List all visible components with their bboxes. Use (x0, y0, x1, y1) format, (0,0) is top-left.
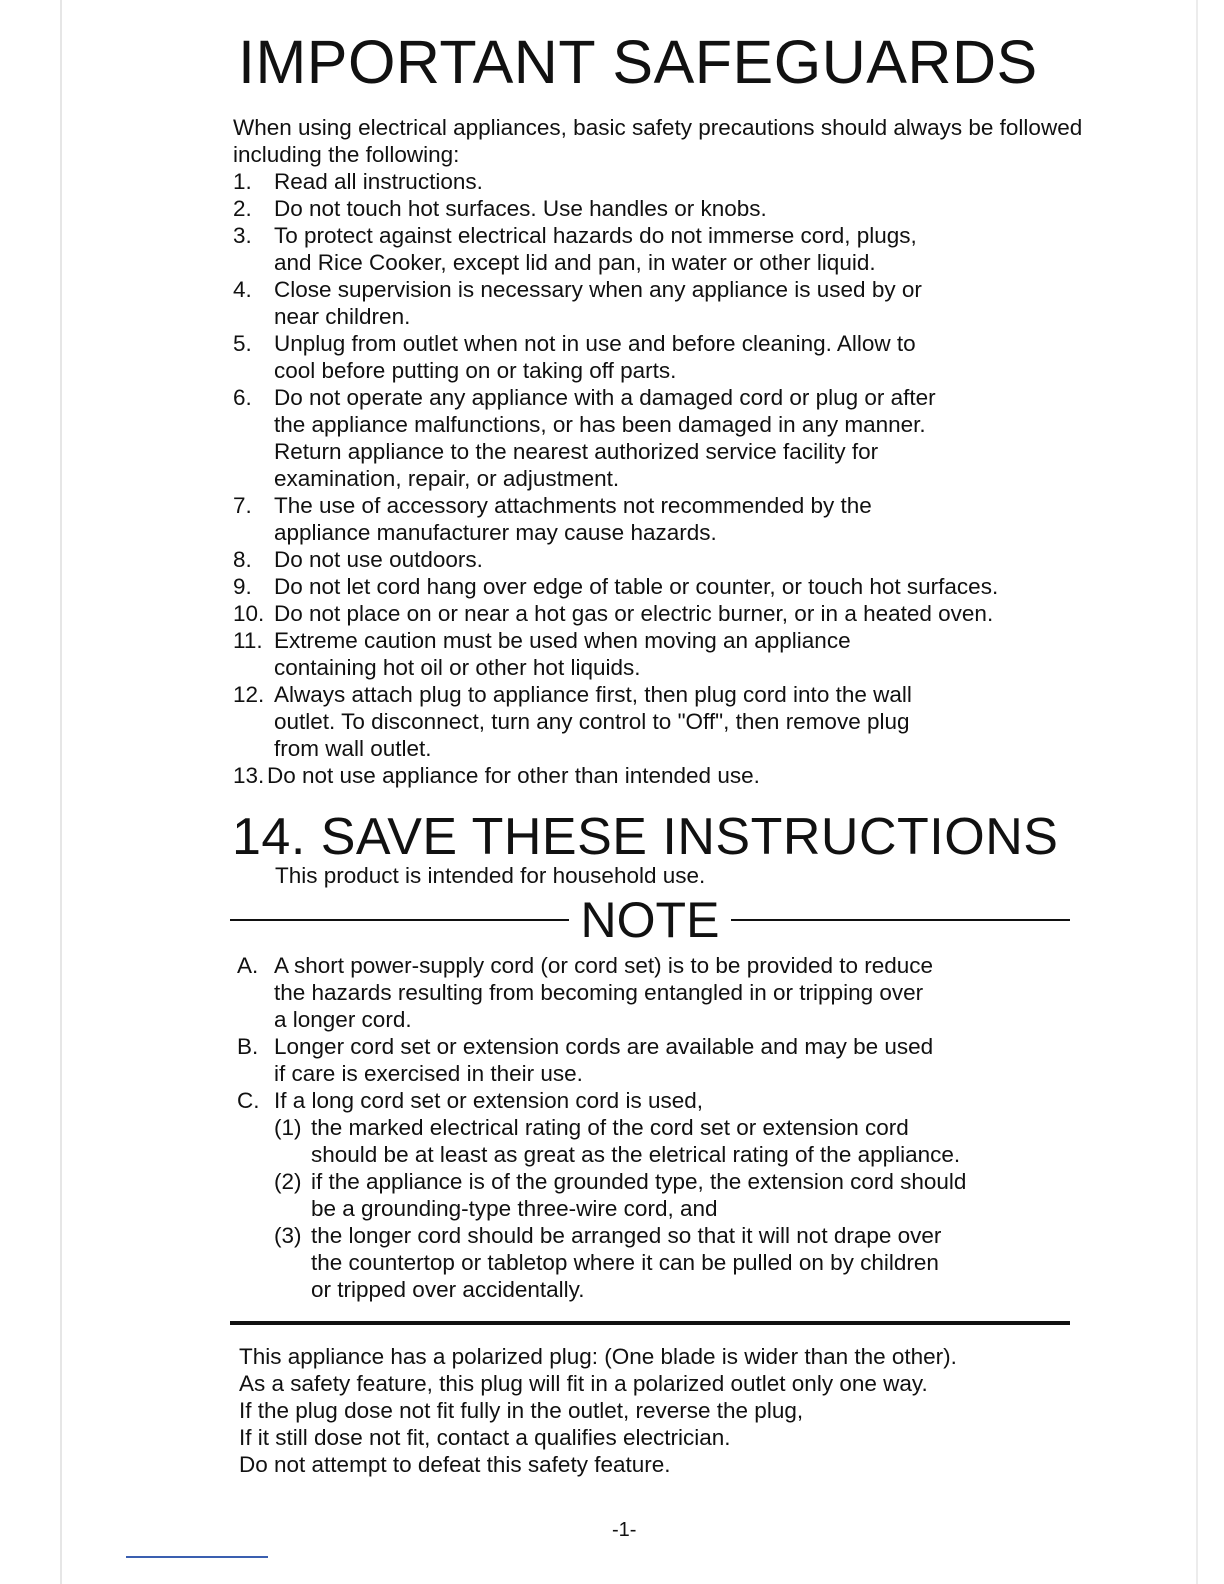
item-number: 13. (233, 763, 265, 788)
item-text: Do not touch hot surfaces. Use handles or knobs. (274, 196, 767, 221)
note-rule-right (731, 919, 1070, 921)
item-number: 5. (233, 331, 252, 356)
list-item (233, 573, 1113, 600)
safeguards-list (233, 168, 1113, 789)
item-text: Do not let cord hang over edge of table or counter, or touch hot surfaces. (274, 574, 999, 599)
polarized-plug-notice (239, 1343, 1069, 1478)
item-text: the marked electrical rating of the cord set or extension cord should be at least as great as the eletrical rating of the appliance. (311, 1115, 961, 1167)
list-item (274, 1168, 1067, 1222)
item-text: Read all instructions. (274, 169, 483, 194)
item-text: Unplug from outlet when not in use and before cleaning. Allow to cool before putting on or taking off parts. (274, 331, 916, 383)
item-number: 2. (233, 196, 252, 221)
item-text: the longer cord should be arranged so that it will not drape over the countertop or tabletop where it can be pulled on by children or tripped over accidentally. (311, 1223, 942, 1302)
subnotes-list (237, 1114, 1067, 1303)
list-item (237, 952, 1067, 1033)
item-number: 4. (233, 277, 252, 302)
item-text: Do not operate any appliance with a damaged cord or plug or after the appliance malfunctions, or has been damaged in any manner. Return appliance to the nearest authorized service facility for examination, repair, or adjustment. (274, 385, 936, 491)
notice-line: If it still dose not fit, contact a qualifies electrician. (239, 1425, 731, 1450)
item-text: Do not use appliance for other than intended use. (267, 763, 760, 788)
item-text: Do not place on or near a hot gas or electric burner, or in a heated oven. (274, 601, 994, 626)
list-item (237, 1033, 1067, 1087)
intro-paragraph: When using electrical appliances, basic safety precautions should always be followed including the following: (233, 115, 1083, 167)
list-item (274, 1114, 1067, 1168)
notice-line: This appliance has a polarized plug: (One blade is wider than the other). (239, 1344, 957, 1369)
section-divider (230, 1321, 1070, 1325)
scan-edge-right (1196, 0, 1198, 1584)
item-number: C. (237, 1088, 260, 1113)
note-heading-row (230, 890, 1070, 950)
note-rule-left (230, 919, 569, 921)
item-number: 3. (233, 223, 252, 248)
notice-line: Do not attempt to defeat this safety feature. (239, 1452, 671, 1477)
item-text: The use of accessory attachments not recommended by the appliance manufacturer may cause hazards. (274, 493, 872, 545)
list-item (233, 276, 1113, 330)
scan-edge-left (60, 0, 62, 1584)
item-number: A. (237, 953, 259, 978)
page-title: IMPORTANT SAFEGUARDS (238, 28, 1038, 96)
item-text: To protect against electrical hazards do not immerse cord, plugs, and Rice Cooker, except lid and pan, in water or other liquid. (274, 223, 917, 275)
item-number: 7. (233, 493, 252, 518)
item-text: A short power-supply cord (or cord set) is to be provided to reduce the hazards resulting from becoming entangled in or tripping over a longer cord. (274, 953, 934, 1032)
list-item (233, 168, 1113, 195)
scan-artifact-line (126, 1556, 268, 1558)
page-number: -1- (612, 1519, 637, 1541)
list-item (233, 600, 1113, 627)
list-item (237, 1087, 1067, 1114)
list-item (233, 546, 1113, 573)
item-number: 1. (233, 169, 252, 194)
list-item (233, 627, 1113, 681)
item-number: 8. (233, 547, 252, 572)
item-number: (2) (274, 1169, 302, 1194)
notice-line: As a safety feature, this plug will fit in a polarized outlet only one way. (239, 1371, 928, 1396)
item-number: (3) (274, 1223, 302, 1248)
list-item (233, 681, 1113, 762)
household-use-note: This product is intended for household use. (275, 863, 706, 888)
item-number: (1) (274, 1115, 302, 1140)
item-number: 10. (233, 601, 265, 626)
list-item (274, 1222, 1067, 1303)
item-text: if the appliance is of the grounded type, the extension cord should be a grounding-type three-wire cord, and (311, 1169, 967, 1221)
item-number: 9. (233, 574, 252, 599)
item-text: If a long cord set or extension cord is used, (274, 1088, 703, 1113)
save-instructions-heading: 14. SAVE THESE INSTRUCTIONS (232, 808, 1059, 866)
list-item (233, 222, 1113, 276)
list-item (233, 384, 1113, 492)
notice-line: If the plug dose not fit fully in the outlet, reverse the plug, (239, 1398, 804, 1423)
item-text: Always attach plug to appliance first, then plug cord into the wall outlet. To disconnect, turn any control to "Off", then remove plug from wall outlet. (274, 682, 912, 761)
item-text: Close supervision is necessary when any appliance is used by or near children. (274, 277, 922, 329)
item-text: Longer cord set or extension cords are available and may be used if care is exercised in their use. (274, 1034, 934, 1086)
list-item (233, 195, 1113, 222)
item-text: Extreme caution must be used when moving an appliance containing hot oil or other hot liquids. (274, 628, 851, 680)
list-item (233, 330, 1113, 384)
note-heading: NOTE (580, 892, 720, 948)
item-number: 6. (233, 385, 252, 410)
item-text: Do not use outdoors. (274, 547, 483, 572)
list-item (233, 762, 1113, 789)
item-number: 11. (233, 628, 263, 653)
item-number: B. (237, 1034, 259, 1059)
list-item (233, 492, 1113, 546)
notes-list (237, 952, 1067, 1303)
item-number: 12. (233, 682, 265, 707)
